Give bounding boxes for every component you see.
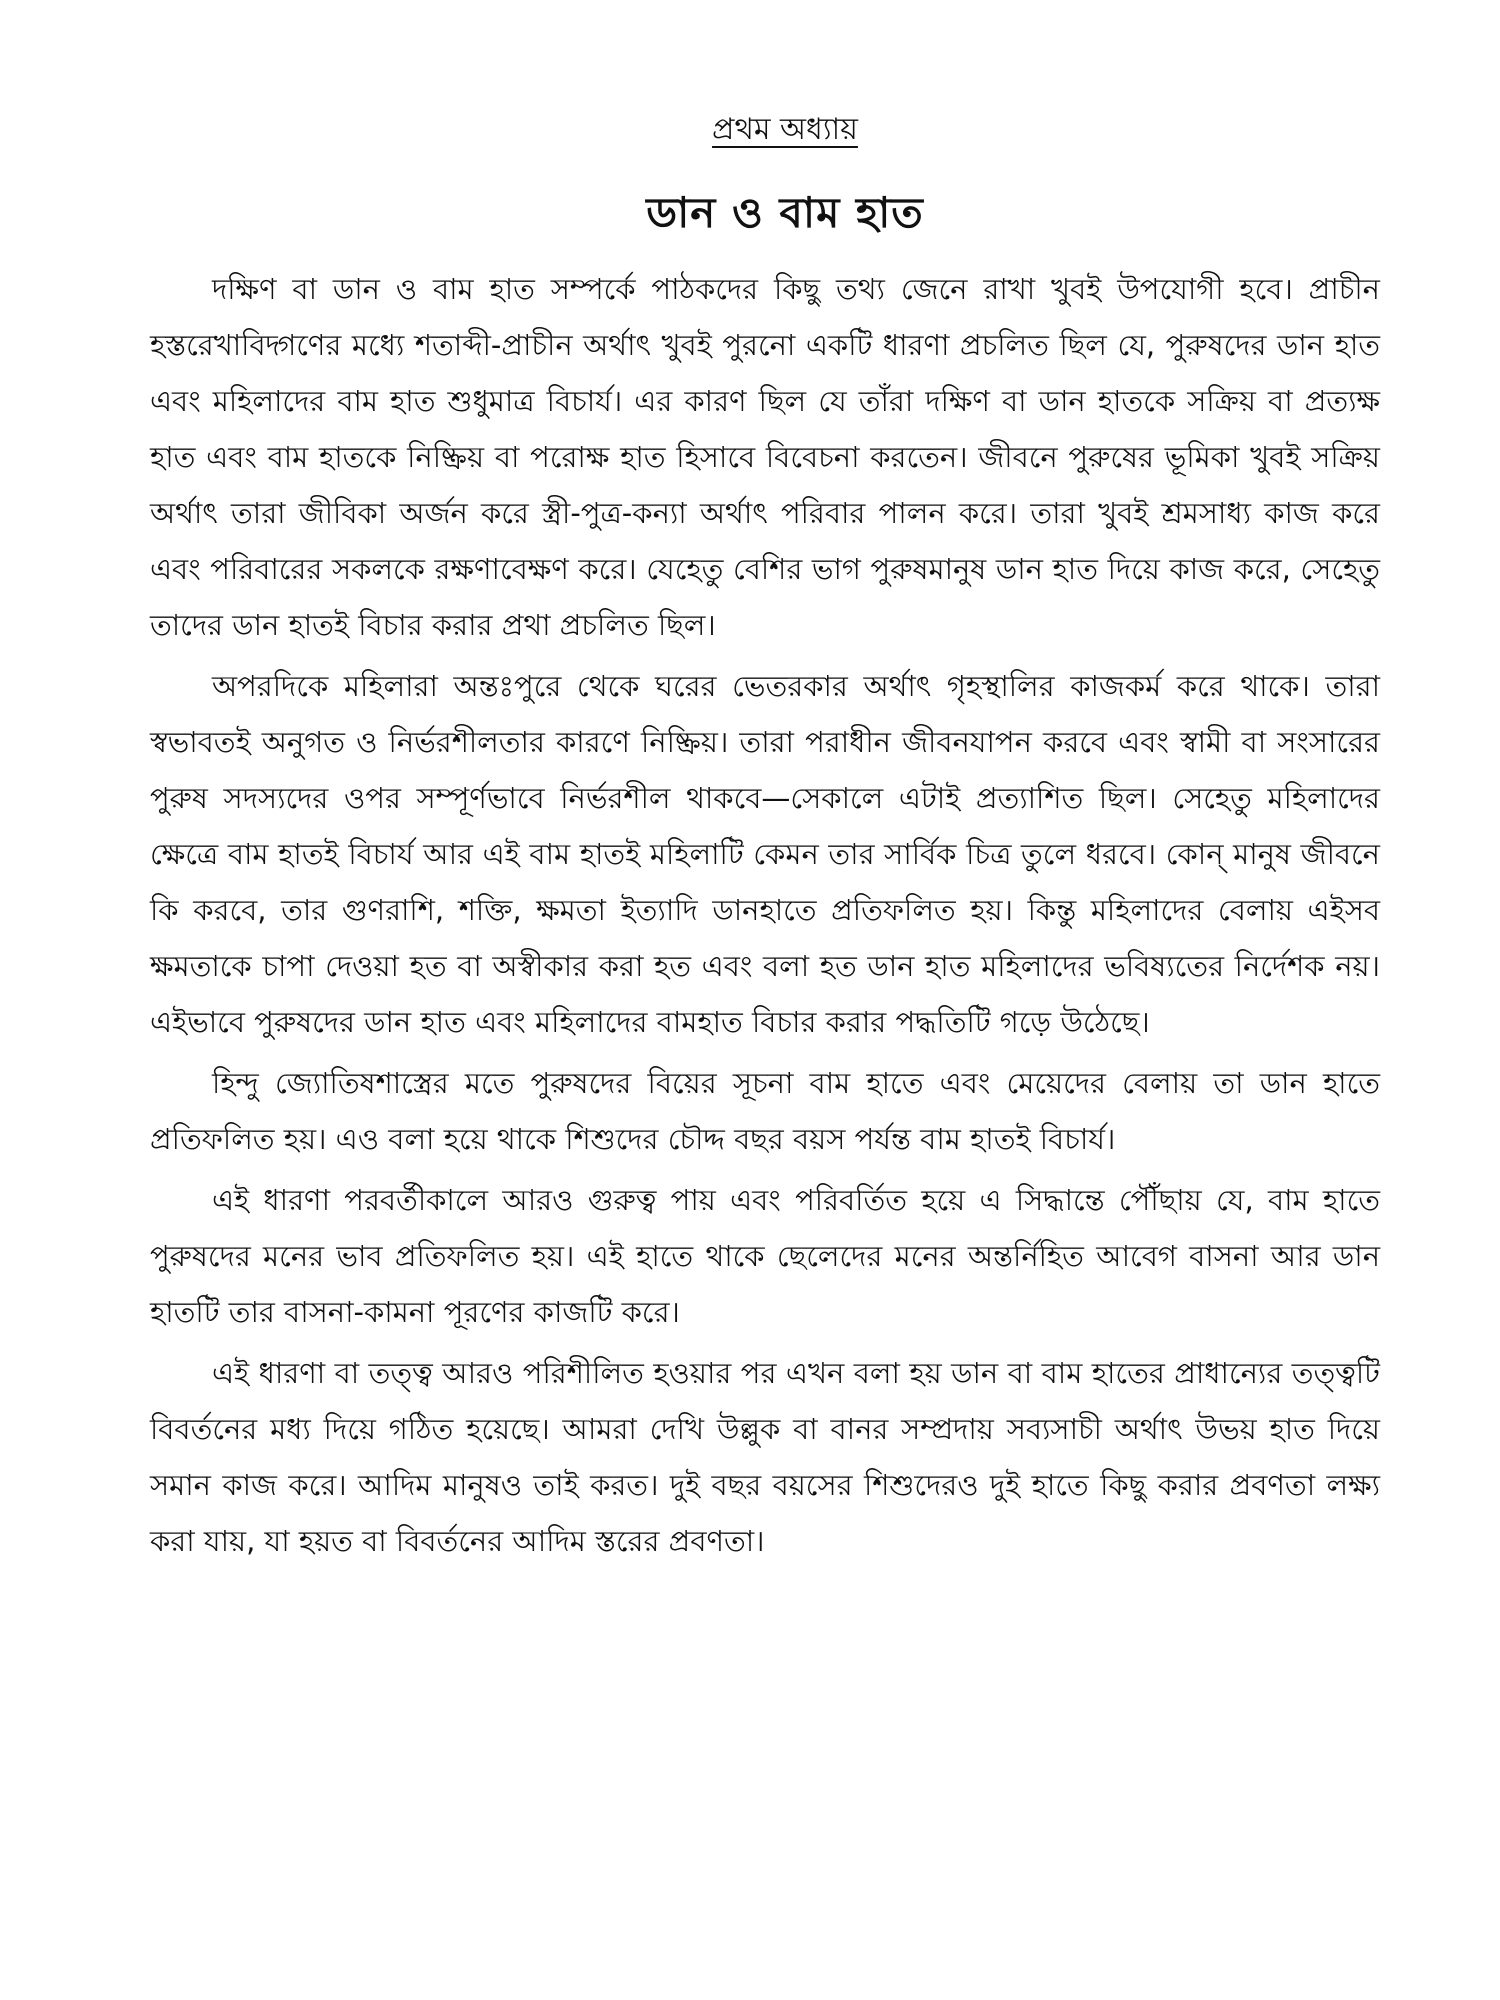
paragraph-2: অপরদিকে মহিলারা অন্তঃপুরে থেকে ঘরের ভেতরকার অর্থাৎ গৃহস্থালির কাজকর্ম করে থাকে। তারা স্বভাবতই অনুগত ও নির্ভরশীলতার কারণে নিষ্ক্রিয়। তারা পরাধীন জীবনযাপন করবে এবং স্বামী বা সংসারের পুরুষ সদস্যদের ওপর সম্পূর্ণভাবে নির্ভরশীল থাকবে—সেকালে এটাই প্রত্যাশিত ছিল। সেহেতু মহিলাদের ক্ষেত্রে বাম হাতই বিচার্য আর এই বাম হাতই মহিলাটি কেমন তার সার্বিক চিত্র তুলে ধরবে। কোন্ মানুষ জীবনে কি করবে, তার গুণরাশি, শক্তি, ক্ষমতা ইত্যাদি ডানহাতে প্রতিফলিত হয়। কিন্তু মহিলাদের বেলায় এইসব ক্ষমতাকে চাপা দেওয়া হত বা অস্বীকার করা হত এবং বলা হত ডান হাত মহিলাদের ভবিষ্যতের নির্দেশক নয়। এইভাবে পুরুষদের ডান হাত এবং মহিলাদের বামহাত বিচার করার পদ্ধতিটি গড়ে উঠেছে। bbox=[150, 669, 1380, 1039]
chapter-heading bbox=[150, 105, 1380, 156]
book-page bbox=[150, 105, 1380, 1985]
paragraph-4: এই ধারণা পরবর্তীকালে আরও গুরুত্ব পায় এবং পরিবর্তিত হয়ে এ সিদ্ধান্তে পৌঁছায় যে, বাম হাতে পুরুষদের মনের ভাব প্রতিফলিত হয়। এই হাতে থাকে ছেলেদের মনের অন্তর্নিহিত আবেগ বাসনা আর ডান হাতটি তার বাসনা-কামনা পূরণের কাজটি করে। bbox=[150, 1183, 1380, 1329]
chapter-heading-text: প্রথম অধ্যায় bbox=[712, 112, 858, 147]
paragraph-3: হিন্দু জ্যোতিষশাস্ত্রের মতে পুরুষদের বিয়ের সূচনা বাম হাতে এবং মেয়েদের বেলায় তা ডান হাতে প্রতিফলিত হয়। এও বলা হয়ে থাকে শিশুদের চৌদ্দ বছর বয়স পর্যন্ত বাম হাতই বিচার্য। bbox=[150, 1066, 1380, 1156]
paragraph-5: এই ধারণা বা তত্ত্ব আরও পরিশীলিত হওয়ার পর এখন বলা হয় ডান বা বাম হাতের প্রাধান্যের তত্ত্বটি বিবর্তনের মধ্য দিয়ে গঠিত হয়েছে। আমরা দেখি উল্লুক বা বানর সম্প্রদায় সব্যসাচী অর্থাৎ উভয় হাত দিয়ে সমান কাজ করে। আদিম মানুষও তাই করত। দুই বছর বয়সের শিশুদেরও দুই হাতে কিছু করার প্রবণতা লক্ষ্য করা যায়, যা হয়ত বা বিবর্তনের আদিম স্তরের প্রবণতা। bbox=[150, 1356, 1380, 1558]
paragraph-1: দক্ষিণ বা ডান ও বাম হাত সম্পর্কে পাঠকদের কিছু তথ্য জেনে রাখা খুবই উপযোগী হবে। প্রাচীন হস্তরেখাবিদ্গণের মধ্যে শতাব্দী-প্রাচীন অর্থাৎ খুবই পুরনো একটি ধারণা প্রচলিত ছিল যে, পুরুষদের ডান হাত এবং মহিলাদের বাম হাত শুধুমাত্র বিচার্য। এর কারণ ছিল যে তাঁরা দক্ষিণ বা ডান হাতকে সক্রিয় বা প্রত্যক্ষ হাত এবং বাম হাতকে নিষ্ক্রিয় বা পরোক্ষ হাত হিসাবে বিবেচনা করতেন। জীবনে পুরুষের ভূমিকা খুবই সক্রিয় অর্থাৎ তারা জীবিকা অর্জন করে স্ত্রী-পুত্র-কন্যা অর্থাৎ পরিবার পালন করে। তারা খুবই শ্রমসাধ্য কাজ করে এবং পরিবারের সকলকে রক্ষণাবেক্ষণ করে। যেহেতু বেশির ভাগ পুরুষমানুষ ডান হাত দিয়ে কাজ করে, সেহেতু তাদের ডান হাতই বিচার করার প্রথা প্রচলিত ছিল। bbox=[150, 272, 1380, 642]
page-title: ডান ও বাম হাত bbox=[646, 188, 924, 237]
